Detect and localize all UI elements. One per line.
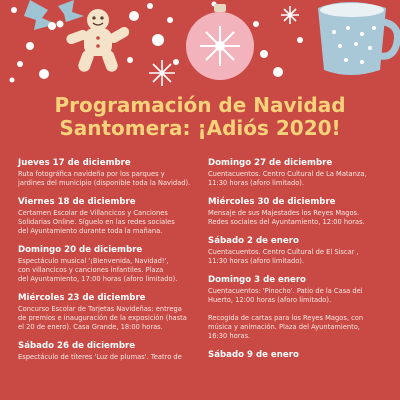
event-date: Miércoles 23 de diciembre bbox=[18, 293, 146, 303]
event-description: Ruta fotográfica navideña por los parques y jardines del municipio (disponible toda la Navidad). bbox=[18, 170, 191, 187]
event-description: Espectáculo de títeres 'Luz de plumas'. Teatro de bbox=[18, 353, 182, 361]
event-date: Jueves 17 de diciembre bbox=[18, 158, 131, 168]
event-description: Cuentacuentos. Centro Cultural de El Siscar , 11:30 horas (aforo limitado). bbox=[208, 248, 359, 265]
event-item bbox=[18, 245, 198, 284]
event-date: Sábado 26 de diciembre bbox=[18, 341, 136, 351]
holly-icon bbox=[24, 0, 84, 30]
event-item bbox=[208, 350, 386, 361]
event-description: Cuentacuentos: 'Pinocho'. Patio de la Casa del Huerto, 12:00 horas (aforo limitado). bbox=[208, 287, 363, 304]
event-description: Certamen Escolar de Villancicos y Canciones Solidarias Online. Síguelo en las redes sociales del Ayuntamiento durante toda la mañana. bbox=[18, 209, 175, 235]
event-item bbox=[18, 341, 198, 362]
event-description: Concurso Escolar de Tarjetas Navideñas: entrega de premios e inauguración de la exposición (hasta el 20 de enero). Casa Grande, 18:00 horas. bbox=[18, 305, 187, 331]
page-title bbox=[0, 94, 400, 140]
event-date: Sábado 2 de enero bbox=[208, 236, 299, 246]
event-item bbox=[208, 197, 386, 227]
title-line-2: Santomera: ¡Adiós 2020! bbox=[59, 116, 341, 140]
ornament-icon bbox=[186, 4, 254, 80]
event-date: Viernes 18 de diciembre bbox=[18, 197, 136, 207]
event-date: Domingo 20 de diciembre bbox=[18, 245, 143, 255]
event-item bbox=[18, 158, 198, 188]
event-item bbox=[18, 293, 198, 332]
event-item bbox=[208, 158, 386, 188]
event-description: Espectáculo musical '¡Bienvenida, Navidad!', con villancicos y canciones infantiles. Plaza del Ayuntamiento, 17:00 horas (aforo limitado). bbox=[18, 257, 178, 283]
event-description: Cuentacuentos. Centro Cultural de La Matanza, 11:30 horas (aforo limitado). bbox=[208, 170, 367, 187]
mug-icon bbox=[318, 2, 398, 75]
snow-dots bbox=[10, 2, 304, 83]
event-date: Sábado 9 de enero bbox=[208, 350, 299, 360]
event-item bbox=[208, 314, 386, 341]
event-item bbox=[208, 275, 386, 305]
schedule-right-column bbox=[208, 158, 386, 370]
event-date: Domingo 27 de diciembre bbox=[208, 158, 333, 168]
event-date: Miércoles 30 de diciembre bbox=[208, 197, 336, 207]
event-description: Recogida de cartas para los Reyes Magos, con música y animación. Plaza del Ayuntamiento, 16:30 horas. bbox=[208, 314, 364, 340]
event-description: Mensaje de sus Majestades los Reyes Magos. Redes sociales del Ayuntamiento, 12:00 horas. bbox=[208, 209, 365, 226]
event-item bbox=[208, 236, 386, 266]
decorations bbox=[0, 0, 400, 92]
event-item bbox=[18, 197, 198, 236]
event-date: Domingo 3 de enero bbox=[208, 275, 306, 285]
title-line-1: Programación de Navidad bbox=[54, 93, 346, 117]
schedule-left-column bbox=[18, 158, 198, 371]
